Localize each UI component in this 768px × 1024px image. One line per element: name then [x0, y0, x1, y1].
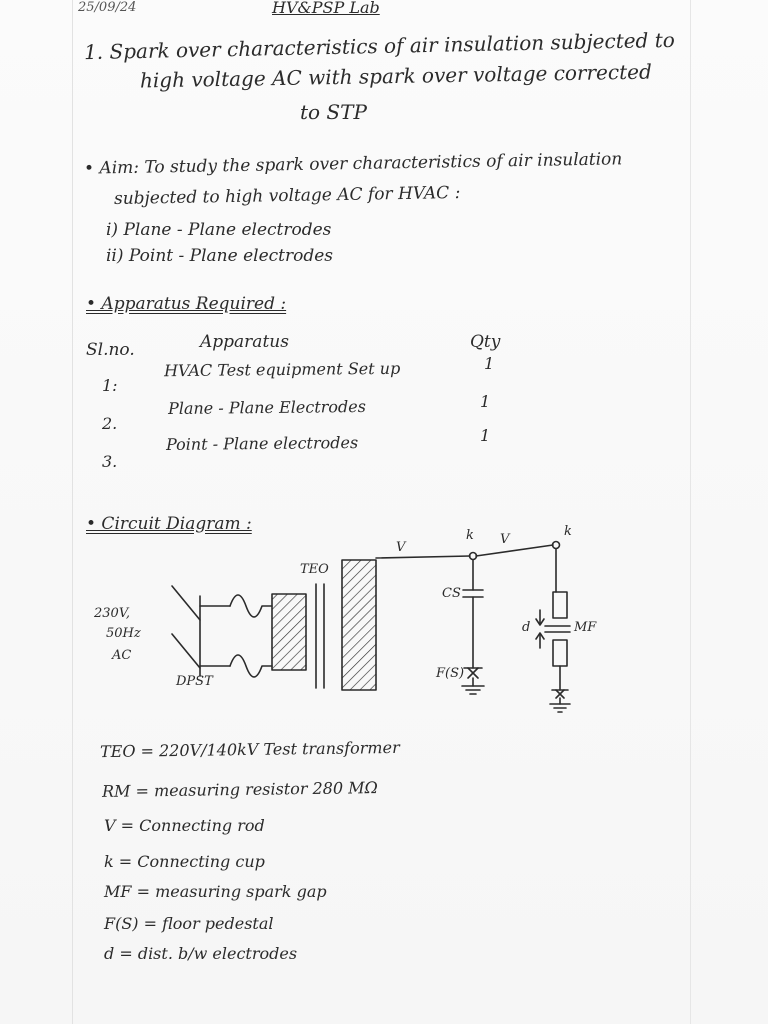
aim-line-2: subjected to high voltage AC for HVAC : [113, 182, 461, 210]
capacitor-branch [462, 560, 484, 694]
aim-line-1: • Aim: To study the spark over characteristics of air insulation [83, 149, 623, 179]
definition-item: F(S) = floor pedestal [104, 914, 274, 933]
apparatus-col-sno: Sl.no. [86, 340, 135, 360]
apparatus-row-name: Point - Plane electrodes [165, 432, 359, 455]
connecting-rod-label-2: V [500, 532, 510, 547]
apparatus-col-qty: Qty [470, 332, 501, 352]
gap-distance-label: d [522, 620, 531, 635]
apparatus-heading: • Apparatus Required : [86, 294, 287, 314]
apparatus-row-qty: 1 [480, 392, 491, 411]
aim-item-2: ii) Point - Plane electrodes [106, 246, 334, 266]
definition-item: k = Connecting cup [104, 852, 265, 871]
primary-leads [230, 595, 272, 677]
experiment-title-line-2: high voltage AC with spark over voltage corrected [139, 59, 652, 93]
source-type-label: AC [112, 648, 132, 663]
lab-title: HV&PSP Lab [272, 0, 380, 17]
apparatus-col-name: Apparatus [200, 332, 289, 352]
apparatus-row-sno: 3. [102, 452, 118, 471]
experiment-title-line-3: to STP [300, 100, 367, 124]
aim-item-1: i) Plane - Plane electrodes [106, 220, 332, 240]
apparatus-row-sno: 1: [102, 376, 118, 395]
connecting-rod-1 [376, 556, 470, 558]
definition-item: TEO = 220V/140kV Test transformer [99, 737, 400, 762]
dpst-label: DPST [176, 674, 213, 689]
source-frequency-label: 50Hz [106, 626, 141, 641]
transformer-core [316, 584, 324, 688]
spark-gap-branch [536, 549, 570, 712]
date-text: 25/09/24 [78, 0, 137, 15]
hv-winding-block [342, 560, 376, 690]
connecting-cup-label-2: k [564, 524, 572, 539]
source-voltage-label: 230V, [94, 606, 131, 621]
dpst-switch [172, 586, 230, 676]
connecting-rod-2 [476, 545, 553, 556]
apparatus-row-name: Plane - Plane Electrodes [167, 396, 367, 419]
connecting-cup-label-1: k [466, 528, 474, 543]
apparatus-row-sno: 2. [102, 414, 118, 433]
definition-item: RM = measuring resistor 280 MΩ [101, 778, 378, 801]
experiment-title-line-1: 1. Spark over characteristics of air insulation subjected to [83, 27, 676, 65]
definition-item: MF = measuring spark gap [104, 882, 327, 901]
floor-pedestal-label: F(S) [436, 666, 465, 681]
connecting-rod-label-1: V [396, 540, 406, 555]
teo-label: TEO [300, 562, 329, 577]
apparatus-row-qty: 1 [484, 354, 495, 373]
capacitor-label: CS [442, 586, 461, 601]
circuit-diagram-heading: • Circuit Diagram : [86, 514, 252, 534]
definition-item: V = Connecting rod [104, 816, 265, 835]
spark-gap-label: MF [574, 620, 597, 635]
apparatus-row-qty: 1 [480, 426, 491, 445]
definition-item: d = dist. b/w electrodes [104, 944, 298, 963]
apparatus-row-name: HVAC Test equipment Set up [163, 358, 401, 381]
regulator-block [272, 594, 306, 670]
